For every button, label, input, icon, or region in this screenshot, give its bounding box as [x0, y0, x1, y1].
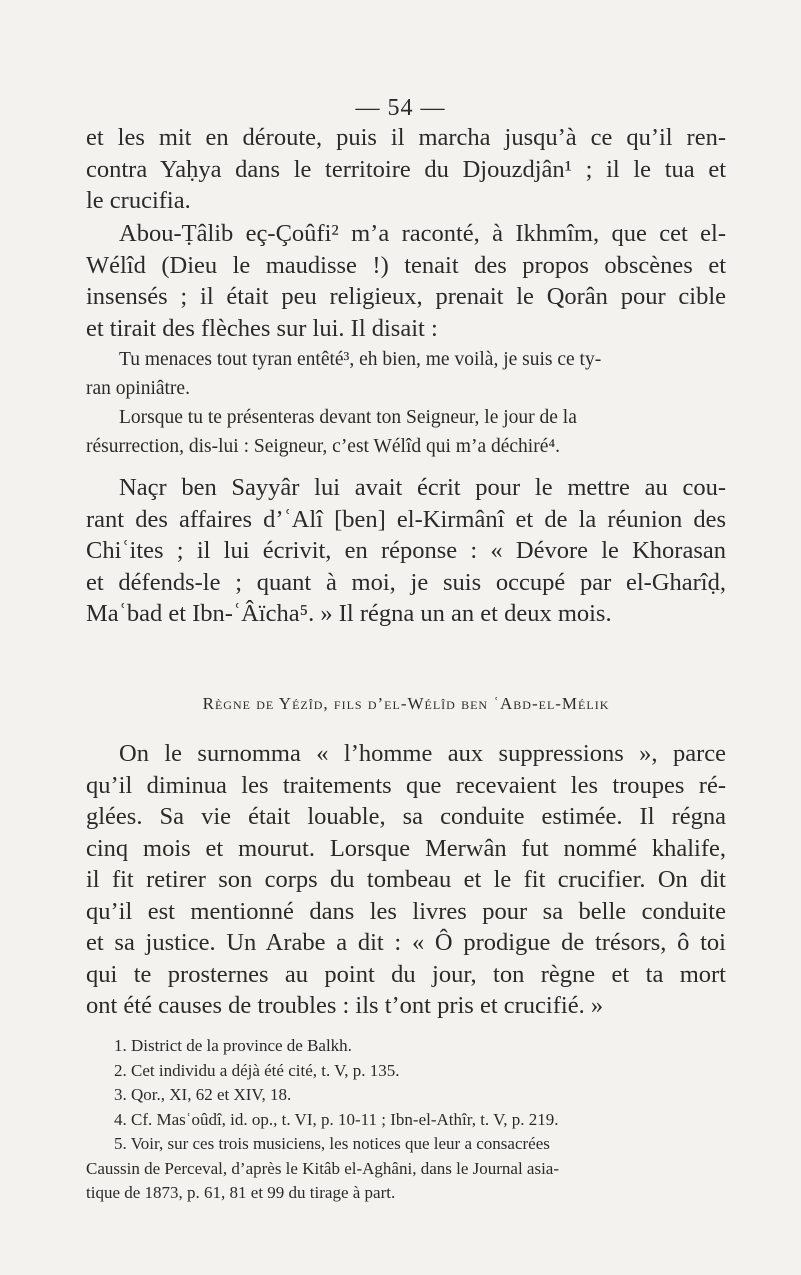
text-line: Chiʿites ; il lui écrivit, en réponse : « Dévore le Khorasan: [86, 537, 726, 564]
footnote: 2. Cet individu a déjà été cité, t. V, p. 135.: [114, 1060, 400, 1080]
text-line: Tu menaces tout tyran entêté³, eh bien, me voilà, je suis ce ty-: [119, 349, 602, 370]
text-line: ont été causes de troubles : ils t’ont pris et crucifié. »: [86, 992, 604, 1019]
text-line: On le surnomma « l’homme aux suppressions », parce: [119, 740, 726, 767]
text-line: et sa justice. Un Arabe a dit : « Ô prodigue de trésors, ô toi: [86, 929, 726, 956]
text-line: et tirait des flèches sur lui. Il disait :: [86, 314, 438, 342]
footnote-continuation: Caussin de Perceval, d’après le Kitâb el-Aghâni, dans le Journal asia-: [86, 1158, 560, 1178]
footnote: 1. District de la province de Balkh.: [114, 1036, 352, 1055]
verse-quote-1: [86, 345, 726, 403]
text-line: Abou-Ṭâlib eç-Çoûfi² m’a raconté, à Ikhmîm, que cet el-: [119, 220, 726, 247]
text-line: rant des affaires d’ʿAlî [ben] el-Kirmânî et de la réunion des: [86, 505, 726, 533]
text-line: Wélîd (Dieu le maudisse !) tenait des propos obscènes et: [86, 251, 726, 279]
paragraph-4: [86, 738, 726, 1022]
text-line: résurrection, dis-lui : Seigneur, c’est Wélîd qui m’a déchiré⁴.: [86, 436, 561, 457]
text-line: qu’il diminua les traitements que recevaient les troupes ré-: [86, 771, 726, 799]
verse-quote-2: [86, 403, 726, 461]
paragraph-2: [86, 218, 726, 344]
text-line: ran opiniâtre.: [86, 378, 190, 399]
text-line: qui te prosternes au point du jour, ton règne et ta mort: [86, 960, 726, 988]
paragraph-3: [86, 472, 726, 630]
text-line: cinq mois et mourut. Lorsque Merwân fut nommé khalife,: [86, 834, 726, 862]
footnote-continuation: tique de 1873, p. 61, 81 et 99 du tirage à part.: [86, 1183, 396, 1202]
footnotes: [86, 1034, 726, 1206]
text-line: qu’il est mentionné dans les livres pour sa belle conduite: [86, 897, 726, 925]
text-line: contra Yaḥya dans le territoire du Djouzdjân¹ ; il le tua et: [86, 155, 726, 183]
text-line: Lorsque tu te présenteras devant ton Seigneur, le jour de la: [119, 407, 577, 428]
text-line: il fit retirer son corps du tombeau et le fit crucifier. On dit: [86, 866, 726, 893]
footnote: 5. Voir, sur ces trois musiciens, les notices que leur a consacrées: [114, 1134, 550, 1153]
section-heading: Règne de Yézîd, fils d’el-Wélîd ben ʿAbd-el-Mélik: [202, 694, 610, 713]
text-line: le crucifia.: [86, 187, 191, 214]
text-line: Naçr ben Sayyâr lui avait écrit pour le mettre au cou-: [119, 474, 726, 501]
text-line: glées. Sa vie était louable, sa conduite estimée. Il régna: [86, 803, 726, 830]
text-line: et défends-le ; quant à moi, je suis occupé par el-Gharîḍ,: [86, 568, 726, 596]
footnote: 4. Cf. Masʿoûdî, id. op., t. VI, p. 10-11 ; Ibn-el-Athîr, t. V, p. 219.: [114, 1109, 559, 1129]
footnote: 3. Qor., XI, 62 et XIV, 18.: [114, 1085, 292, 1104]
paragraph-1: [86, 122, 726, 217]
page-number: — 54 —: [355, 95, 446, 121]
text-line: insensés ; il était peu religieux, prenait le Qorân pour cible: [86, 283, 726, 310]
text-line: et les mit en déroute, puis il marcha jusqu’à ce qu’il ren-: [86, 124, 726, 151]
text-line: Maʿbad et Ibn-ʿÂïcha⁵. » Il régna un an et deux mois.: [86, 600, 612, 627]
